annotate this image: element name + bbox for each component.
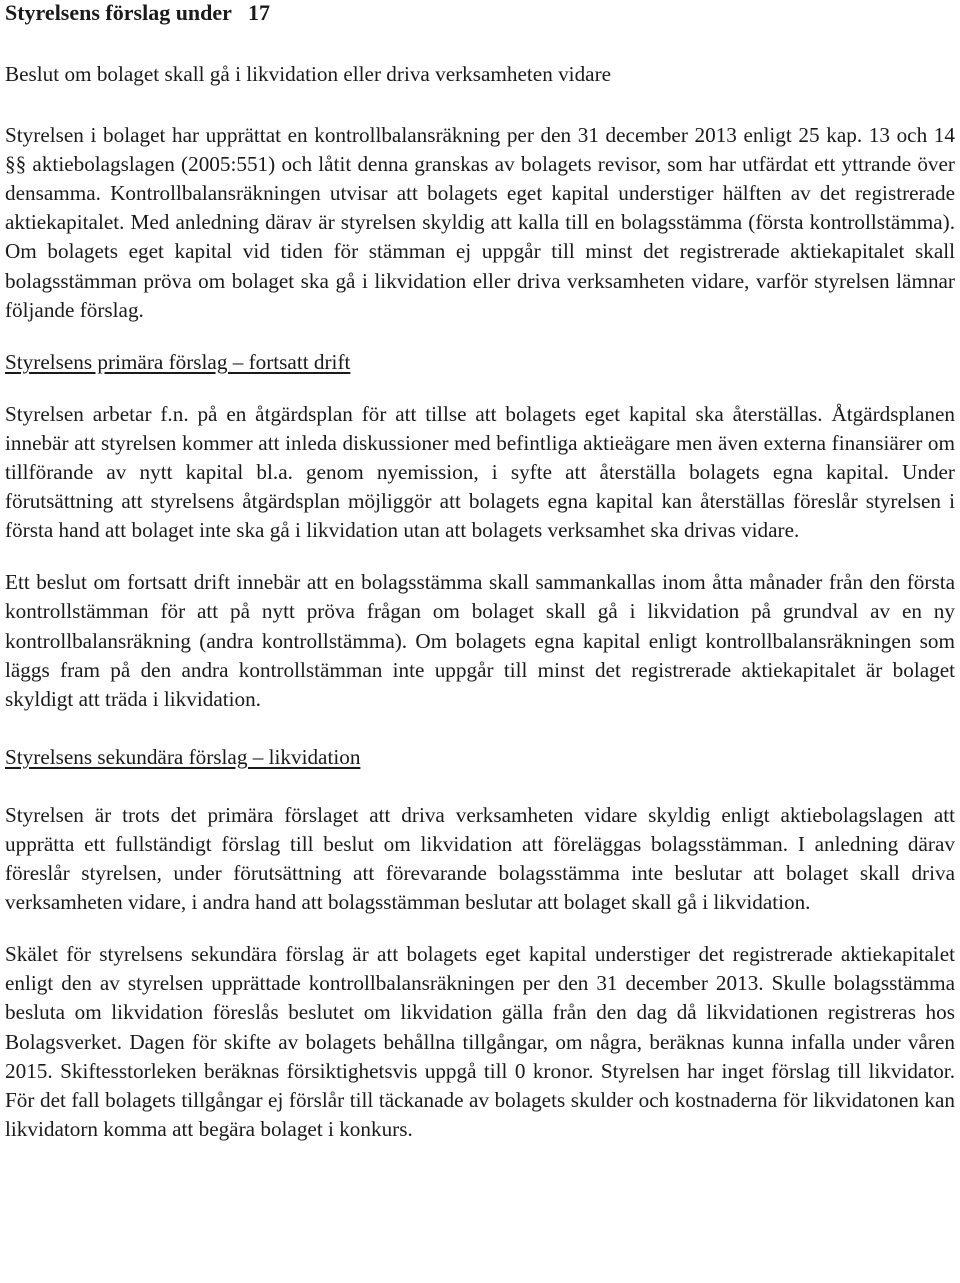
document-title: Styrelsens förslag under 17: [5, 0, 271, 25]
intro-paragraph: Styrelsen i bolaget har upprättat en kontrollbalansräkning per den 31 december 2013 enligt 25 kap. 13 och 14 §§ aktiebolagslagen (2005:551) och låtit denna granskas av bolagets revisor, som har utfärdat ett yttrande över densamma. Kontrollbalansräkningen utvisar att bolagets eget kapital understiger hälften av det registrerade aktiekapitalet. Med anledning därav är styrelsen skyldig att kalla till en bolagsstämma (första kontrollstämma). Om bolagets eget kapital vid tiden för stämman ej uppgår till minst det registrerade aktiekapitalet skall bolagsstämman pröva om bolaget ska gå i likvidation eller driva verksamheten vidare, varför styrelsen lämnar följande förslag.: [5, 123, 955, 322]
secondary-proposal-heading: Styrelsens sekundära förslag – likvidation: [5, 744, 361, 769]
liquidation-reason-paragraph: Skälet för styrelsens sekundära förslag är att bolagets eget kapital understiger det registrerade aktiekapitalet enligt den av styrelsen upprättade kontrollbalansräkningen per den 31 december 2013. Skulle bolagsstämma besluta om likvidation föreslås beslutet om likvidation gälla från den dag då likvidationen registreras hos Bolagsverket. Dagen för skifte av bolagets behållna tillgångar, om några, beräknas kunna infalla under våren 2015. Skiftesstorleken beräknas försiktighetsvis uppgå till 0 kronor. Styrelsen har inget förslag till likvidator. För det fall bolagets tillgångar ej förslår till täckanade av bolagets skulder och kostnaderna för likvidatonen kan likvidatorn komma att begära bolaget i konkurs.: [5, 942, 955, 1141]
document-subtitle: Beslut om bolaget skall gå i likvidation eller driva verksamheten vidare: [5, 62, 612, 86]
primary-proposal-heading: Styrelsens primära förslag – fortsatt drift: [5, 349, 351, 374]
primary-proposal-paragraph: Styrelsen arbetar f.n. på en åtgärdsplan för att tillse att bolagets eget kapital ska återställas. Åtgärdsplanen innebär att styrelsen kommer att inleda diskussioner med befintliga aktieägare men även externa finansiärer om tillförande av nytt kapital bl.a. genom nyemission, i syfte att återställa bolagets egna kapital. Under förutsättning att styrelsens åtgärdsplan möjliggör att bolagets egna kapital kan återställas föreslår styrelsen i första hand att bolaget inte ska gå i likvidation utan att bolagets verksamhet ska drivas vidare.: [5, 401, 955, 543]
secondary-proposal-paragraph: Styrelsen är trots det primära förslaget att driva verksamheten vidare skyldig enligt aktiebolagslagen att upprätta ett fullständigt förslag till beslut om likvidation att föreläggas bolagsstämman. I anledning därav föreslår styrelsen, under förutsättning att förevarande bolagsstämma inte beslutar att bolaget skall driva verksamheten vidare, i andra hand att bolagsstämman beslutar att bolaget skall gå i likvidation.: [5, 802, 955, 915]
continued-operation-paragraph: Ett beslut om fortsatt drift innebär att en bolagsstämma skall sammankallas inom åtta månader från den första kontrollstämman för att på nytt pröva frågan om bolaget skall gå i likvidation på grundval av en ny kontrollbalansräkning (andra kontrollstämma). Om bolagets egna kapital enligt kontrollbalansräkningen som läggs fram på den andra kontrollstämman inte uppgår till minst det registrerade aktiekapitalet är bolaget skyldigt att träda i likvidation.: [5, 570, 955, 711]
